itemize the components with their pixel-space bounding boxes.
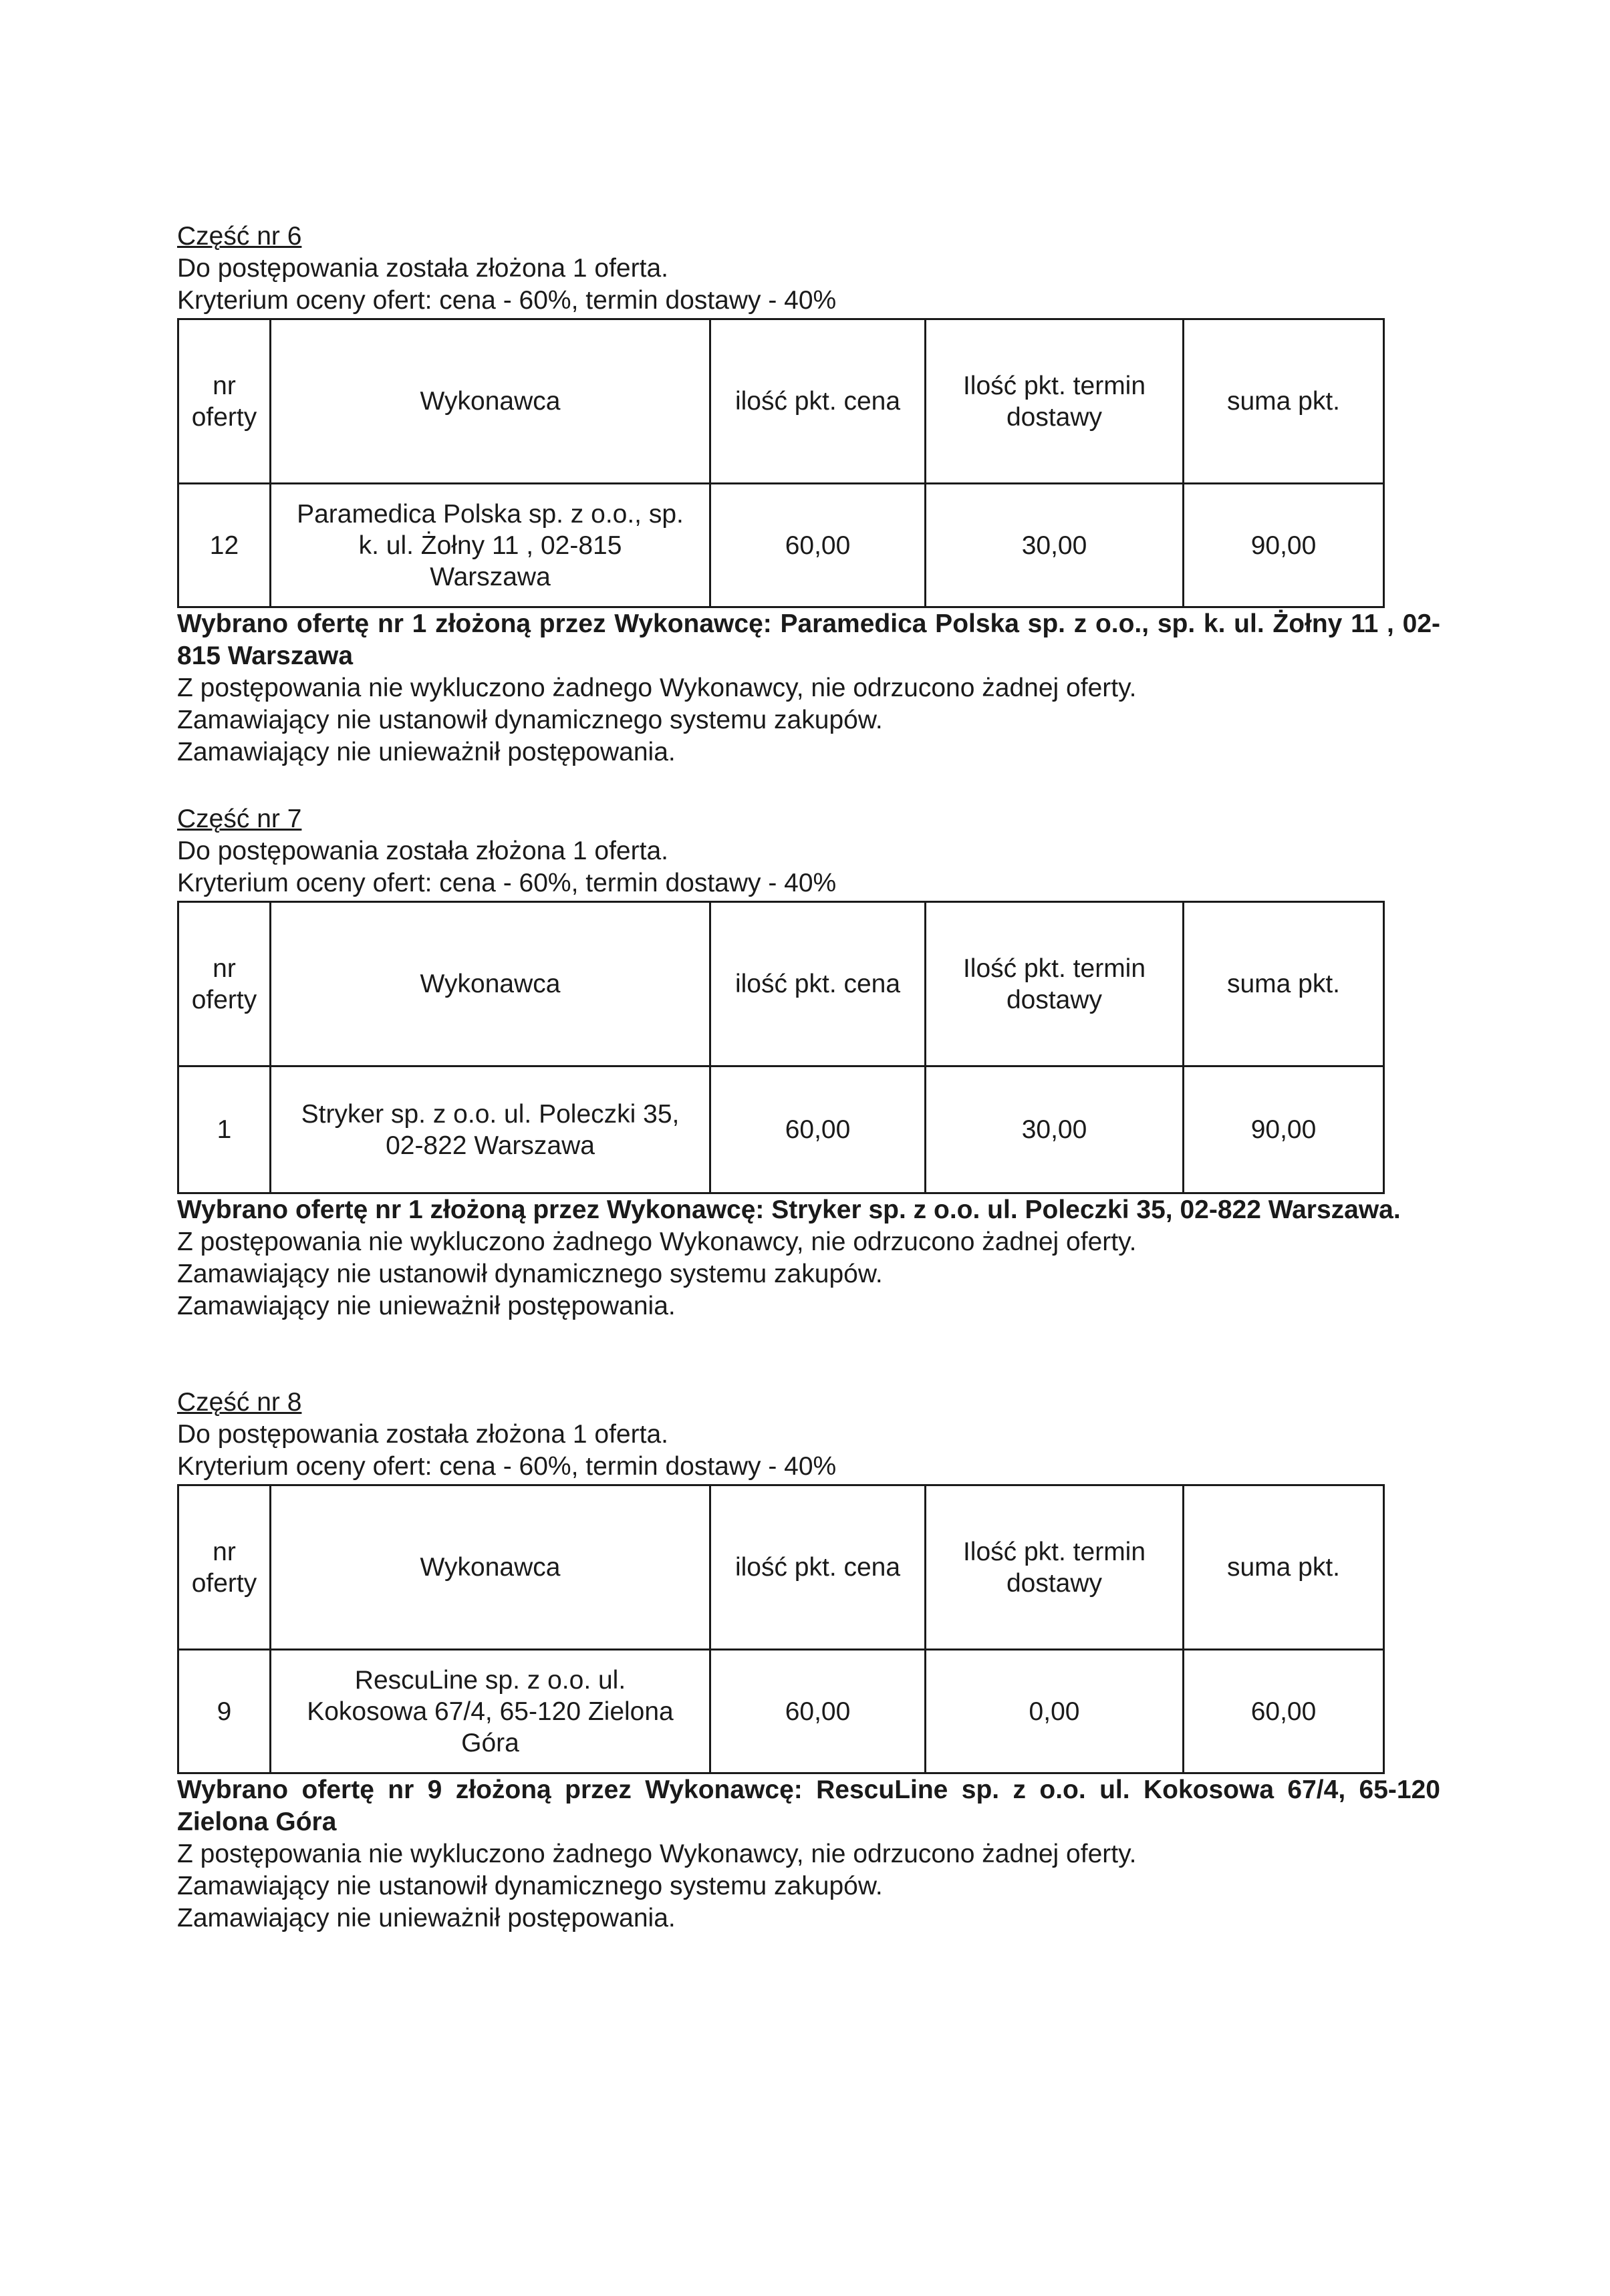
total-points: 60,00: [1184, 1650, 1384, 1773]
header-price-points: ilość pkt. cena: [710, 902, 926, 1066]
offer-number: 9: [178, 1650, 271, 1773]
table-header-row: [178, 319, 1384, 484]
selected-offer: Wybrano ofertę nr 9 złożoną przez Wykonawcę: RescuLine sp. z o.o. ul. Kokosowa 67/4, 65-120 Zielona Góra: [177, 1775, 1440, 1836]
section-part-7: [177, 803, 1447, 1322]
selected-offer: Wybrano ofertę nr 1 złożoną przez Wykonawcę: Stryker sp. z o.o. ul. Poleczki 35, 02-822 Warszawa.: [177, 1195, 1401, 1224]
header-contractor: Wykonawca: [271, 1485, 710, 1650]
criteria: Kryterium oceny ofert: cena - 60%, termin dostawy - 40%: [177, 286, 837, 315]
table-row: [178, 484, 1384, 607]
header-delivery-points: Ilość pkt. termin dostawy: [926, 1485, 1184, 1650]
table-row: [178, 1066, 1384, 1193]
offer-number: 12: [178, 484, 271, 607]
header-offer-number: nr oferty: [178, 902, 271, 1066]
header-contractor: Wykonawca: [271, 902, 710, 1066]
section-heading: Część nr 6: [177, 222, 302, 251]
annulment-note: Zamawiający nie unieważnił postępowania.: [177, 738, 676, 766]
contractor: Paramedica Polska sp. z o.o., sp. k. ul. Żołny 11 , 02-815 Warszawa: [271, 484, 710, 607]
header-total-points: suma pkt.: [1184, 319, 1384, 484]
header-price-points: ilość pkt. cena: [710, 1485, 926, 1650]
section-heading: Część nr 7: [177, 805, 302, 833]
total-points: 90,00: [1184, 1066, 1384, 1193]
header-total-points: suma pkt.: [1184, 902, 1384, 1066]
header-offer-number: nr oferty: [178, 1485, 271, 1650]
header-total-points: suma pkt.: [1184, 1485, 1384, 1650]
section-part-8: [177, 1387, 1447, 1934]
offers-table: [177, 901, 1385, 1194]
header-price-points: ilość pkt. cena: [710, 319, 926, 484]
table-row: [178, 1650, 1384, 1773]
offers-table: [177, 318, 1385, 608]
annulment-note: Zamawiający nie unieważnił postępowania.: [177, 1904, 676, 1932]
annulment-note: Zamawiający nie unieważnił postępowania.: [177, 1292, 676, 1320]
table-header-row: [178, 1485, 1384, 1650]
dps-note: Zamawiający nie ustanowił dynamicznego systemu zakupów.: [177, 1260, 883, 1288]
offers-table: [177, 1484, 1385, 1774]
offers-count: Do postępowania została złożona 1 oferta.: [177, 254, 668, 283]
header-delivery-points: Ilość pkt. termin dostawy: [926, 902, 1184, 1066]
price-points: 60,00: [710, 484, 926, 607]
section-part-6: [177, 221, 1447, 768]
header-contractor: Wykonawca: [271, 319, 710, 484]
delivery-points: 0,00: [926, 1650, 1184, 1773]
exclusion-note: Z postępowania nie wykluczono żadnego Wykonawcy, nie odrzucono żadnej oferty.: [177, 1840, 1137, 1868]
contractor: Stryker sp. z o.o. ul. Poleczki 35, 02-822 Warszawa: [271, 1066, 710, 1193]
price-points: 60,00: [710, 1066, 926, 1193]
offers-count: Do postępowania została złożona 1 oferta.: [177, 837, 668, 865]
section-heading: Część nr 8: [177, 1388, 302, 1417]
dps-note: Zamawiający nie ustanowił dynamicznego systemu zakupów.: [177, 1872, 883, 1900]
price-points: 60,00: [710, 1650, 926, 1773]
exclusion-note: Z postępowania nie wykluczono żadnego Wykonawcy, nie odrzucono żadnej oferty.: [177, 1228, 1137, 1256]
selected-offer: Wybrano ofertę nr 1 złożoną przez Wykonawcę: Paramedica Polska sp. z o.o., sp. k. ul. Żołny 11 , 02-815 Warszawa: [177, 609, 1440, 670]
offer-number: 1: [178, 1066, 271, 1193]
header-delivery-points: Ilość pkt. termin dostawy: [926, 319, 1184, 484]
contractor: RescuLine sp. z o.o. ul. Kokosowa 67/4, 65-120 Zielona Góra: [271, 1650, 710, 1773]
delivery-points: 30,00: [926, 1066, 1184, 1193]
delivery-points: 30,00: [926, 484, 1184, 607]
exclusion-note: Z postępowania nie wykluczono żadnego Wykonawcy, nie odrzucono żadnej oferty.: [177, 674, 1137, 702]
dps-note: Zamawiający nie ustanowił dynamicznego systemu zakupów.: [177, 706, 883, 734]
table-header-row: [178, 902, 1384, 1066]
total-points: 90,00: [1184, 484, 1384, 607]
criteria: Kryterium oceny ofert: cena - 60%, termin dostawy - 40%: [177, 869, 837, 897]
header-offer-number: nr oferty: [178, 319, 271, 484]
criteria: Kryterium oceny ofert: cena - 60%, termin dostawy - 40%: [177, 1452, 837, 1481]
offers-count: Do postępowania została złożona 1 oferta.: [177, 1420, 668, 1449]
